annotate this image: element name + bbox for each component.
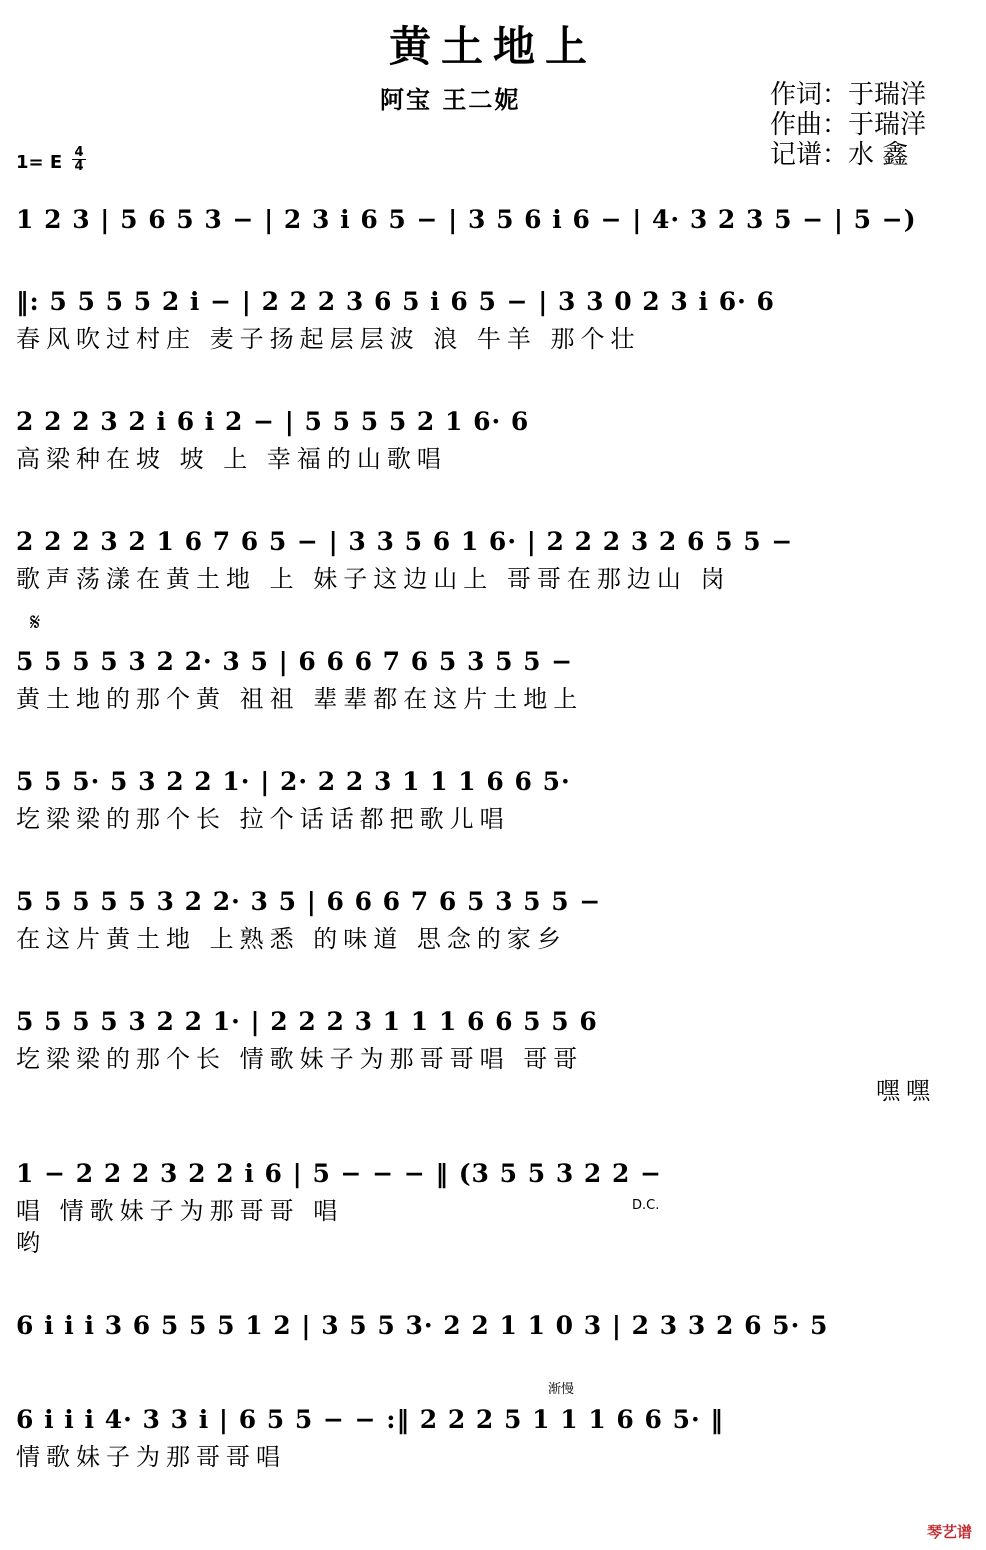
logo: 琴艺谱: [926, 1523, 972, 1541]
song-title: 黄土地上: [388, 22, 597, 71]
lyrics-line: 歌声荡漾在黄土地 上 妹子这边山上 哥哥在那边山 岗: [16, 565, 731, 593]
lyrics-line: 黄土地的那个黄 祖祖 辈辈都在这片土地上: [16, 685, 584, 713]
lyricist: 作词：于瑞洋: [770, 80, 927, 110]
lyrics-line: 高梁种在坡 坡 上 幸福的山歌唱: [16, 445, 447, 473]
score-system-1: [16, 200, 956, 240]
score-system-10: [16, 1306, 956, 1346]
lyrics-line: 春风吹过村庄 麦子扬起层层波 浪 牛羊 那个壮: [16, 325, 641, 353]
credits: [770, 80, 926, 170]
notes-line: 2 2 2 3 2 1 6 7 6 5 − | 3 3 5 6 1 6· | 2 2 2 3 2 6 5 5 −: [16, 527, 794, 556]
notes-line: ‖: 5 5 5 5 2 i − | 2 2 2 3 6 5 i 6 5 − | 3 3 0 2 3 i 6· 6: [16, 287, 775, 316]
score-system-6: [16, 762, 956, 836]
key-signature: 1= E: [16, 152, 63, 173]
notes-line: 1 2 3 | 5 6 5 3 − | 2 3 i 6 5 − | 3 5 6 i 6 − | 4· 3 2 3 5 − | 5 −): [16, 205, 917, 234]
notes-line: 5 5 5 5 3 2 2 1· | 2 2 2 3 1 1 1 6 6 5 5 6: [16, 1007, 598, 1036]
dc-marking: D.C.: [632, 1198, 660, 1213]
lyrics-line: 圪梁梁的那个长 情歌妹子为那哥哥唱 哥哥: [16, 1045, 584, 1073]
notes-line: 5 5 5 5 5 3 2 2· 3 5 | 6 6 6 7 6 5 3 5 5 −: [16, 887, 602, 916]
notes-line: 6 i i i 3 6 5 5 5 1 2 | 3 5 5 3· 2 2 1 1 0 3 | 2 3 3 2 6 5· 5: [16, 1311, 829, 1340]
lyrics-line-2: 嘿嘿: [876, 1077, 936, 1105]
notes-line: 2 2 2 3 2 i 6 i 2 − | 5 5 5 5 2 1 6· 6: [16, 407, 530, 436]
lyrics-line: 在这片黄土地 上熟悉 的味道 思念的家乡: [16, 925, 567, 953]
notes-line: 5 5 5 5 3 2 2· 3 5 | 6 6 6 7 6 5 3 5 5 −: [16, 647, 574, 676]
score-system-2: [16, 282, 956, 356]
notes-line: 1 − 2 2 2 3 2 2 i 6 | 5 − − − ‖ (3 5 5 3 2 2 −: [16, 1159, 663, 1188]
lyrics-line: 唱 情歌妹子为那哥哥 唱: [16, 1197, 344, 1225]
notes-line: 6 i i i 4· 3 3 i | 6 5 5 − − :‖ 2 2 2 5 1 1 1 6 6 5· ‖: [16, 1405, 724, 1434]
transcriber: 记谱：水 鑫: [770, 140, 909, 170]
rit-marking: 渐慢: [548, 1382, 575, 1397]
score-system-3: [16, 402, 956, 476]
score-system-9: [16, 1154, 956, 1258]
score-system-5: [16, 642, 956, 716]
time-bottom: 4: [72, 159, 86, 173]
notes-line: 5 5 5· 5 3 2 2 1· | 2· 2 2 3 1 1 1 6 6 5·: [16, 767, 571, 796]
singers: 阿宝 王二妮: [380, 85, 521, 114]
time-top: 4: [74, 145, 84, 160]
score-system-4: [16, 522, 956, 596]
score-system-8: [16, 1002, 956, 1106]
segno-sign: 𝄋: [30, 608, 41, 636]
lyrics-line-2: 哟: [16, 1229, 46, 1257]
lyrics-line: 圪梁梁的那个长 拉个话话都把歌儿唱: [16, 805, 510, 833]
composer: 作曲：于瑞洋: [770, 110, 927, 140]
time-signature: [72, 146, 86, 173]
score-system-11: [16, 1400, 956, 1474]
score-system-7: [16, 882, 956, 956]
lyrics-line: 情歌妹子为那哥哥唱: [16, 1443, 286, 1471]
